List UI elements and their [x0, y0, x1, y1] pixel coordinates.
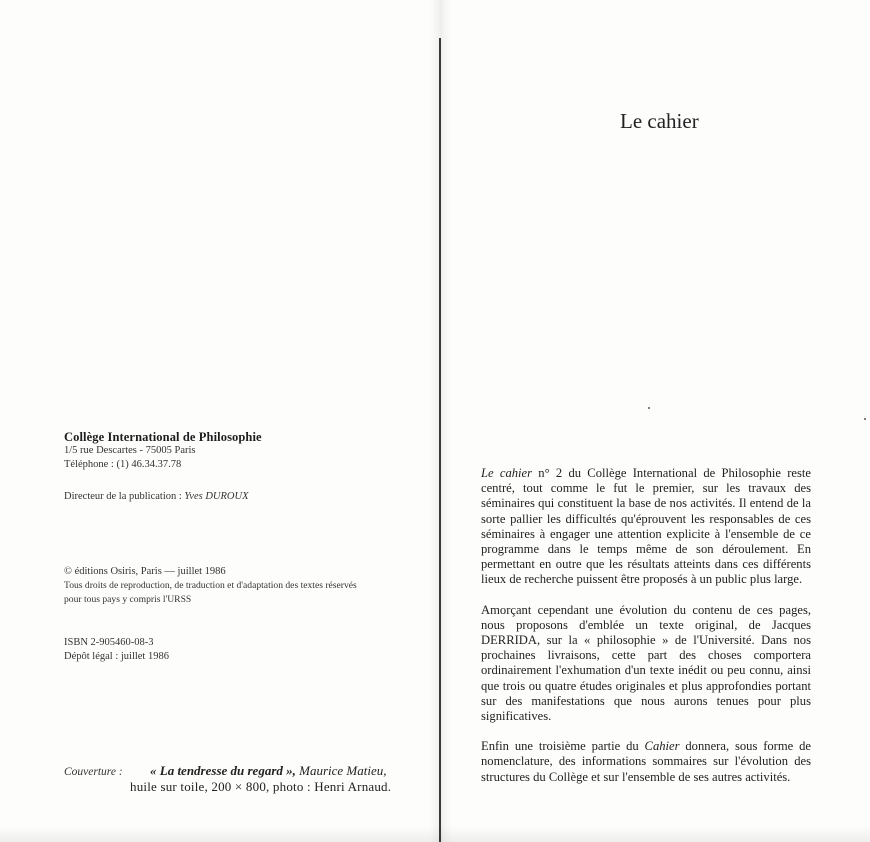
cover-details: huile sur toile, 200 × 800, photo : Henri Arnaud.	[130, 779, 392, 794]
body-text	[481, 466, 811, 800]
college-phone: Téléphone : (1) 46.34.37.78	[64, 459, 182, 470]
paragraph-3-before: Enfin une troisième partie du	[481, 739, 645, 754]
college-name: Collège International de Philosophie	[64, 430, 262, 444]
isbn-block	[64, 636, 169, 664]
copyright-line: © éditions Osiris, Paris — juillet 1986	[64, 566, 226, 577]
director-label: Directeur de la publication :	[64, 491, 182, 502]
page-gutter-line	[439, 38, 441, 842]
page-title: Le cahier	[620, 109, 699, 133]
cover-title: « La tendresse du regard »,	[150, 763, 296, 778]
paragraph-3	[481, 739, 811, 785]
paragraph-1-text: n° 2 du Collège International de Philosophie reste centré, tout comme le fut le premier, sur les travaux des séminaires qui constituent la base de nos activités. Il entend de la sorte pallier les difficultés qu'éprouvent les responsables de ces séminaires à engager une attention explicite à l'ensemble de ce programme dans le temps même de son déroulement. En permettant en outre que les résultats atteints dans ces différents lieux de recherche puissent être proposés à un public plus large.	[481, 466, 811, 587]
scan-speck	[648, 407, 650, 409]
paragraph-2-text: Amorçant cependant une évolution du contenu de ces pages, nous proposons d'emblée un texte original, de Jacques DERRIDA, sur la « philosophie » de l'Université. Dans nos prochaines livraisons, cette part des choses comportera ordinairement l'exhumation d'un texte inédit ou peu connu, ainsi que trois ou quatre études originales et plus approfondies portant sur des manifestations que nous aurons tenues pour plus significatives.	[481, 602, 811, 724]
page-bottom-edge	[0, 826, 870, 842]
legal-deposit: Dépôt légal : juillet 1986	[64, 651, 169, 662]
college-address: 1/5 rue Descartes - 75005 Paris	[64, 445, 196, 456]
paragraph-1-lead: Le cahier	[481, 466, 533, 480]
copyright-block	[64, 565, 357, 607]
paragraph-1	[481, 466, 811, 588]
college-block	[64, 430, 262, 472]
paragraph-3-italic: Cahier	[644, 739, 680, 754]
rights-line-2: pour tous pays y compris l'URSS	[64, 594, 192, 605]
isbn: ISBN 2-905460-08-3	[64, 637, 154, 648]
director-line	[64, 490, 249, 504]
paragraph-3-after: donnera, sous forme de nomenclature, des informations sommaires sur l'évolution des structures du Collège et sur l'ensemble de ses autres activités.	[481, 739, 811, 784]
cover-label: Couverture :	[64, 766, 123, 778]
cover-artist: Maurice Matieu,	[299, 763, 387, 778]
gutter-shadow	[430, 0, 452, 842]
director-name: Yves DUROUX	[184, 491, 249, 502]
rights-line-1: Tous droits de reproduction, de traduction et d'adaptation des textes réservés	[64, 580, 357, 591]
scan-speck	[864, 418, 866, 420]
cover-title-line	[150, 763, 387, 779]
paragraph-2	[481, 603, 811, 725]
